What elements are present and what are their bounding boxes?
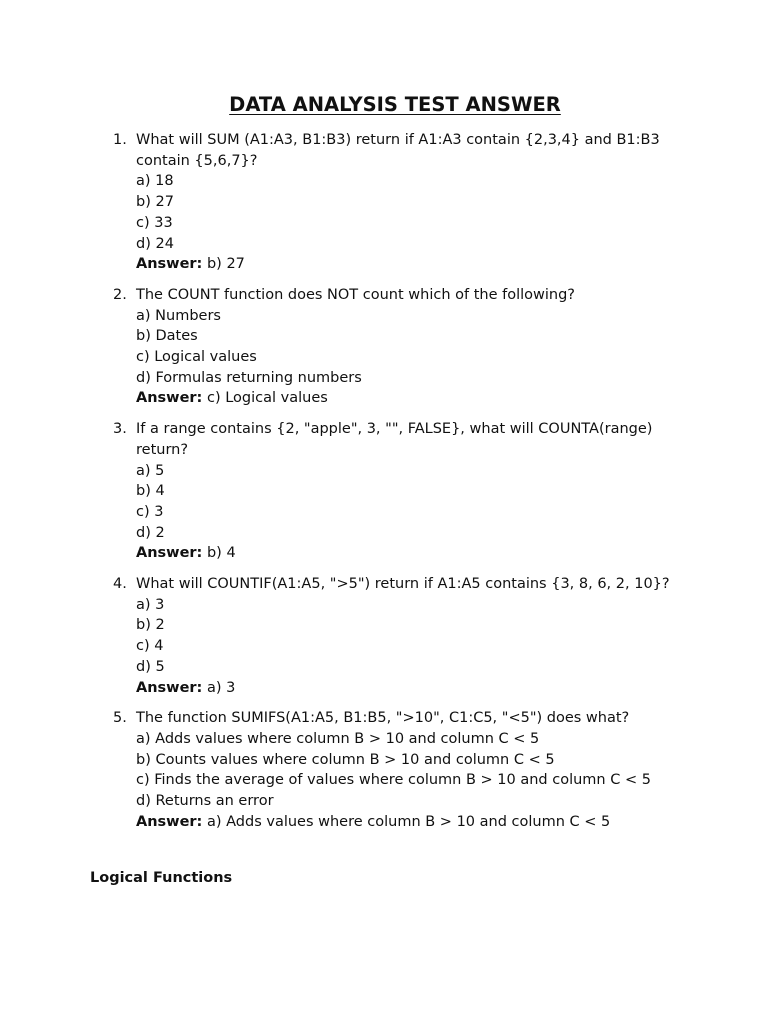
question-list — [90, 130, 690, 843]
question-number: 5. — [113, 710, 127, 727]
answer-value: b) 4 — [206, 545, 236, 562]
option-item: c) 33 — [136, 214, 173, 231]
question-text: What will SUM (A1:A3, B1:B3) return if A1:A3 contain {2,3,4} and B1:B3 contain {5,6,7}? — [136, 132, 660, 169]
option-item: a) Adds values where column B > 10 and column C < 5 — [136, 730, 540, 747]
question-number: 4. — [113, 576, 127, 593]
option-item: a) 3 — [136, 596, 165, 613]
option-item: a) Numbers — [136, 307, 221, 324]
question-item — [90, 419, 690, 564]
answer-label: Answer: — [136, 545, 203, 562]
option-item: c) 4 — [136, 638, 164, 655]
option-list — [136, 306, 690, 389]
document-title: DATA ANALYSIS TEST ANSWER — [229, 93, 561, 116]
answer-label: Answer: — [136, 813, 203, 830]
option-item: a) 5 — [136, 462, 165, 479]
answer-line — [136, 254, 690, 275]
option-item: a) 18 — [136, 173, 174, 190]
answer-value: b) 27 — [206, 256, 245, 273]
question-item — [90, 708, 690, 832]
answer-line — [136, 543, 690, 564]
question-text: What will COUNTIF(A1:A5, ">5") return if A1:A5 contains {3, 8, 6, 2, 10}? — [136, 576, 670, 593]
option-item: d) 5 — [136, 658, 165, 675]
answer-line — [136, 678, 690, 699]
question-number: 1. — [113, 132, 127, 148]
option-item: b) 2 — [136, 617, 165, 634]
option-item: b) 27 — [136, 194, 174, 211]
question-text: The COUNT function does NOT count which of the following? — [136, 286, 576, 303]
option-list — [136, 595, 690, 678]
option-item: d) 2 — [136, 524, 165, 541]
option-item: d) Returns an error — [136, 793, 274, 810]
option-list — [136, 729, 690, 812]
option-item: d) 24 — [136, 235, 174, 252]
question-text: The function SUMIFS(A1:A5, B1:B5, ">10", C1:C5, "<5") does what? — [136, 710, 630, 727]
question-text: If a range contains {2, "apple", 3, "", FALSE}, what will COUNTA(range) return? — [136, 421, 653, 458]
question-item — [90, 130, 690, 275]
question-item — [90, 574, 690, 698]
option-item: c) Logical values — [136, 349, 257, 366]
option-item: c) Finds the average of values where column B > 10 and column C < 5 — [136, 772, 651, 789]
option-item: c) 3 — [136, 503, 164, 520]
answer-line — [136, 388, 690, 409]
question-number: 2. — [113, 286, 127, 303]
section-heading: Logical Functions — [90, 870, 233, 886]
option-list — [136, 171, 690, 254]
question-number: 3. — [113, 421, 127, 438]
answer-value: c) Logical values — [206, 390, 328, 407]
option-list — [136, 461, 690, 544]
option-item: d) Formulas returning numbers — [136, 369, 362, 386]
option-item: b) Counts values where column B > 10 and column C < 5 — [136, 751, 555, 768]
answer-value: a) 3 — [206, 679, 236, 696]
answer-label: Answer: — [136, 390, 203, 407]
option-item: b) Dates — [136, 328, 198, 345]
option-item: b) 4 — [136, 483, 165, 500]
question-item — [90, 285, 690, 409]
answer-line — [136, 812, 690, 833]
answer-label: Answer: — [136, 679, 203, 696]
answer-value: a) Adds values where column B > 10 and column C < 5 — [206, 813, 611, 830]
answer-label: Answer: — [136, 256, 203, 273]
